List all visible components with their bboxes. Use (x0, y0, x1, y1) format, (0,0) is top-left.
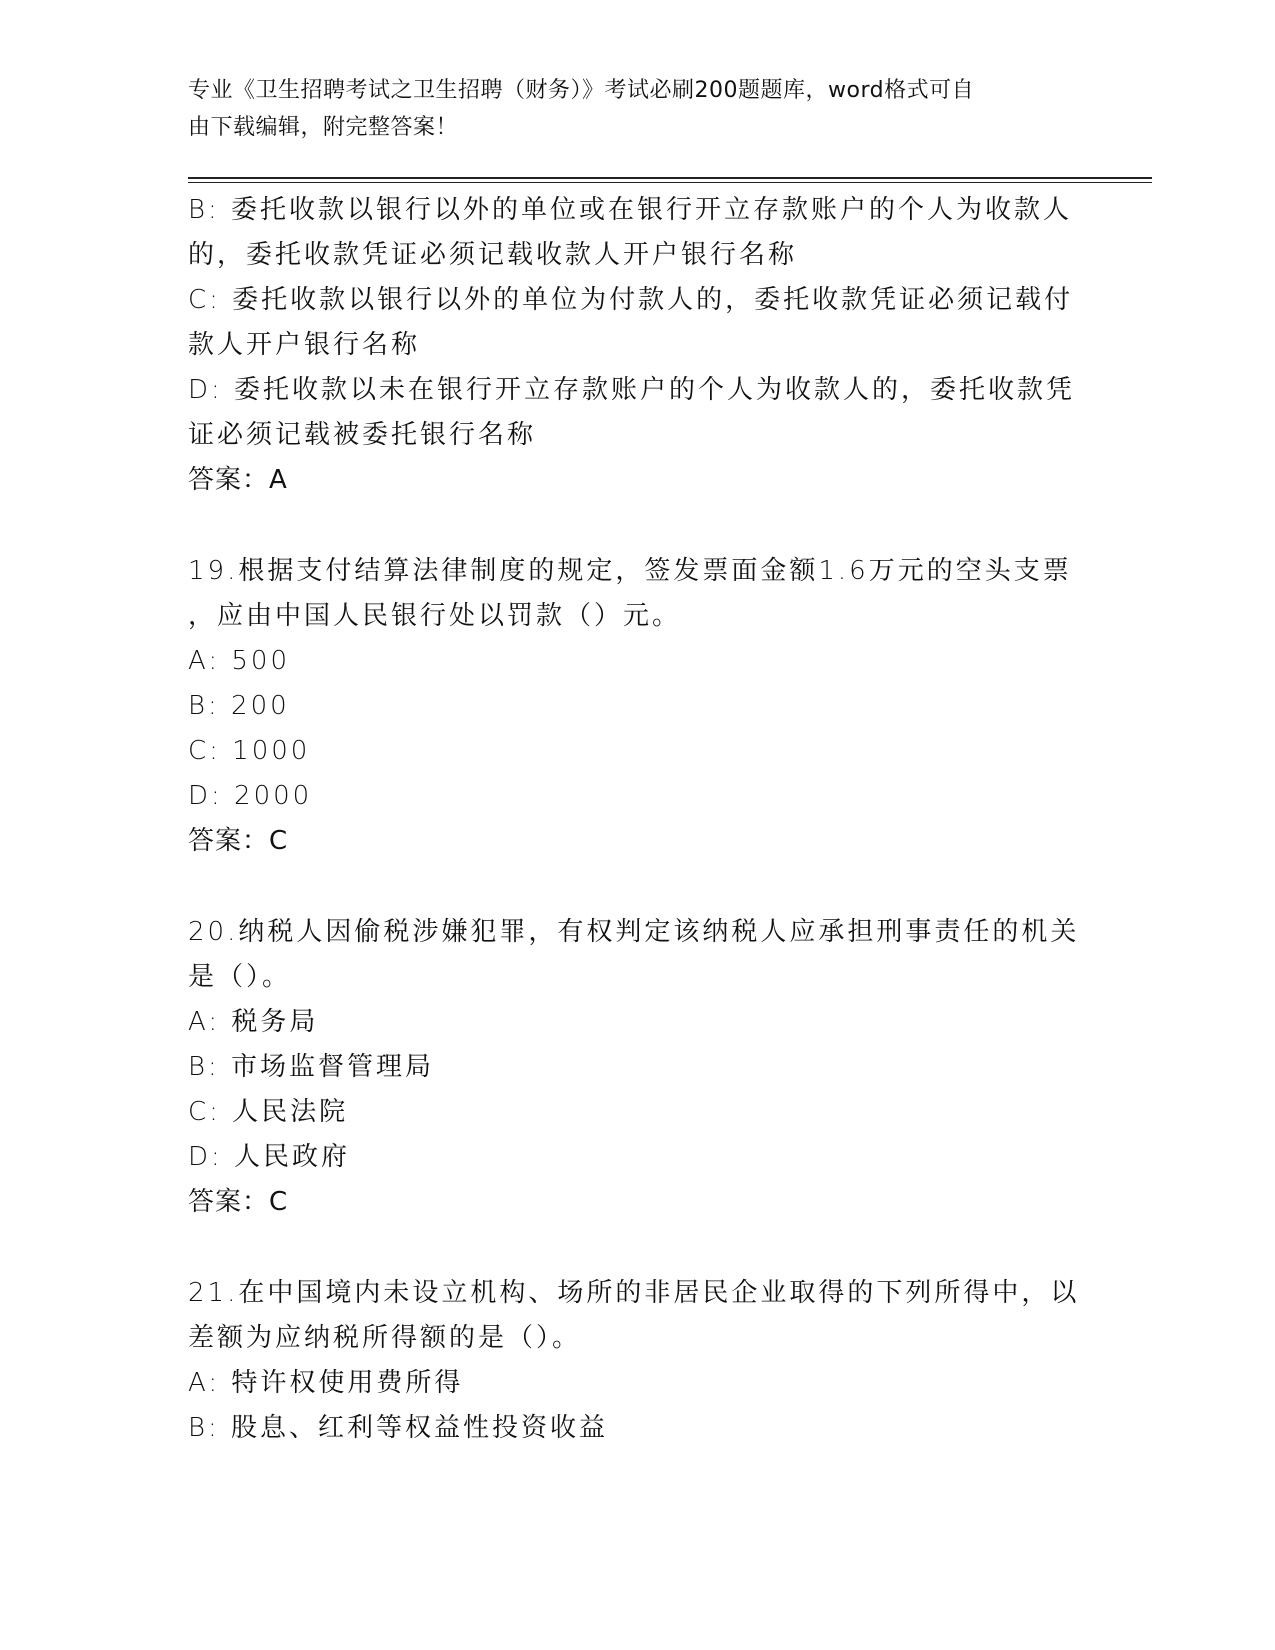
answer-line: 答案：C (188, 1187, 289, 1217)
option-b: B: 市场监督管理局 (188, 1052, 435, 1082)
header-line-1: 专业《卫生招聘考试之卫生招聘（财务）》考试必刷200题题库，word格式可自 (188, 78, 975, 103)
option-b: B: 200 (188, 691, 290, 721)
option-a: A: 特许权使用费所得 (188, 1368, 464, 1398)
option-a: A: 税务局 (188, 1007, 319, 1037)
question-21 (188, 1271, 1088, 1451)
option-b-line-1: B: 委托收款以银行以外的单位或在银行开立存款账户的个人为收款人 (188, 195, 1073, 225)
option-d: D: 人民政府 (188, 1142, 351, 1172)
spacer (188, 503, 1088, 549)
document-header (188, 72, 1068, 146)
question-text-line-1: 20.纳税人因偷税涉嫌犯罪，有权判定该纳税人应承担刑事责任的机关 (188, 917, 1080, 947)
answer-line: 答案：C (188, 826, 289, 856)
question-19 (188, 549, 1088, 864)
header-rule-thick (188, 177, 1152, 179)
question-20 (188, 910, 1088, 1225)
option-d-line-1: D: 委托收款以未在银行开立存款账户的个人为收款人的，委托收款凭 (188, 375, 1076, 405)
question-text-line-1: 21.在中国境内未设立机构、场所的非居民企业取得的下列所得中，以 (188, 1278, 1080, 1308)
option-c: C: 人民法院 (188, 1097, 349, 1127)
header-rule-thin (188, 182, 1152, 183)
option-d: D: 2000 (188, 781, 313, 811)
option-b: B: 股息、红利等权益性投资收益 (188, 1413, 609, 1443)
question-content (188, 188, 1088, 1451)
question-text-line-2: 是（）。 (188, 962, 292, 992)
spacer (188, 864, 1088, 910)
option-c-line-1: C: 委托收款以银行以外的单位为付款人的，委托收款凭证必须记载付 (188, 285, 1074, 315)
question-18-tail (188, 188, 1088, 503)
spacer (188, 1225, 1088, 1271)
header-line-2: 由下载编辑，附完整答案！ (188, 115, 459, 140)
question-text-line-2: 差额为应纳税所得额的是（）。 (188, 1323, 582, 1353)
option-a: A: 500 (188, 646, 290, 676)
option-c: C: 1000 (188, 736, 311, 766)
option-b-line-2: 的，委托收款凭证必须记载收款人开户银行名称 (188, 240, 798, 270)
question-text-line-2: ，应由中国人民银行处以罚款（）元。 (188, 601, 682, 631)
question-text-line-1: 19.根据支付结算法律制度的规定，签发票面金额1.6万元的空头支票 (188, 556, 1072, 586)
option-d-line-2: 证必须记载被委托银行名称 (188, 420, 537, 450)
answer-line: 答案：A (188, 465, 288, 495)
option-c-line-2: 款人开户银行名称 (188, 330, 421, 360)
